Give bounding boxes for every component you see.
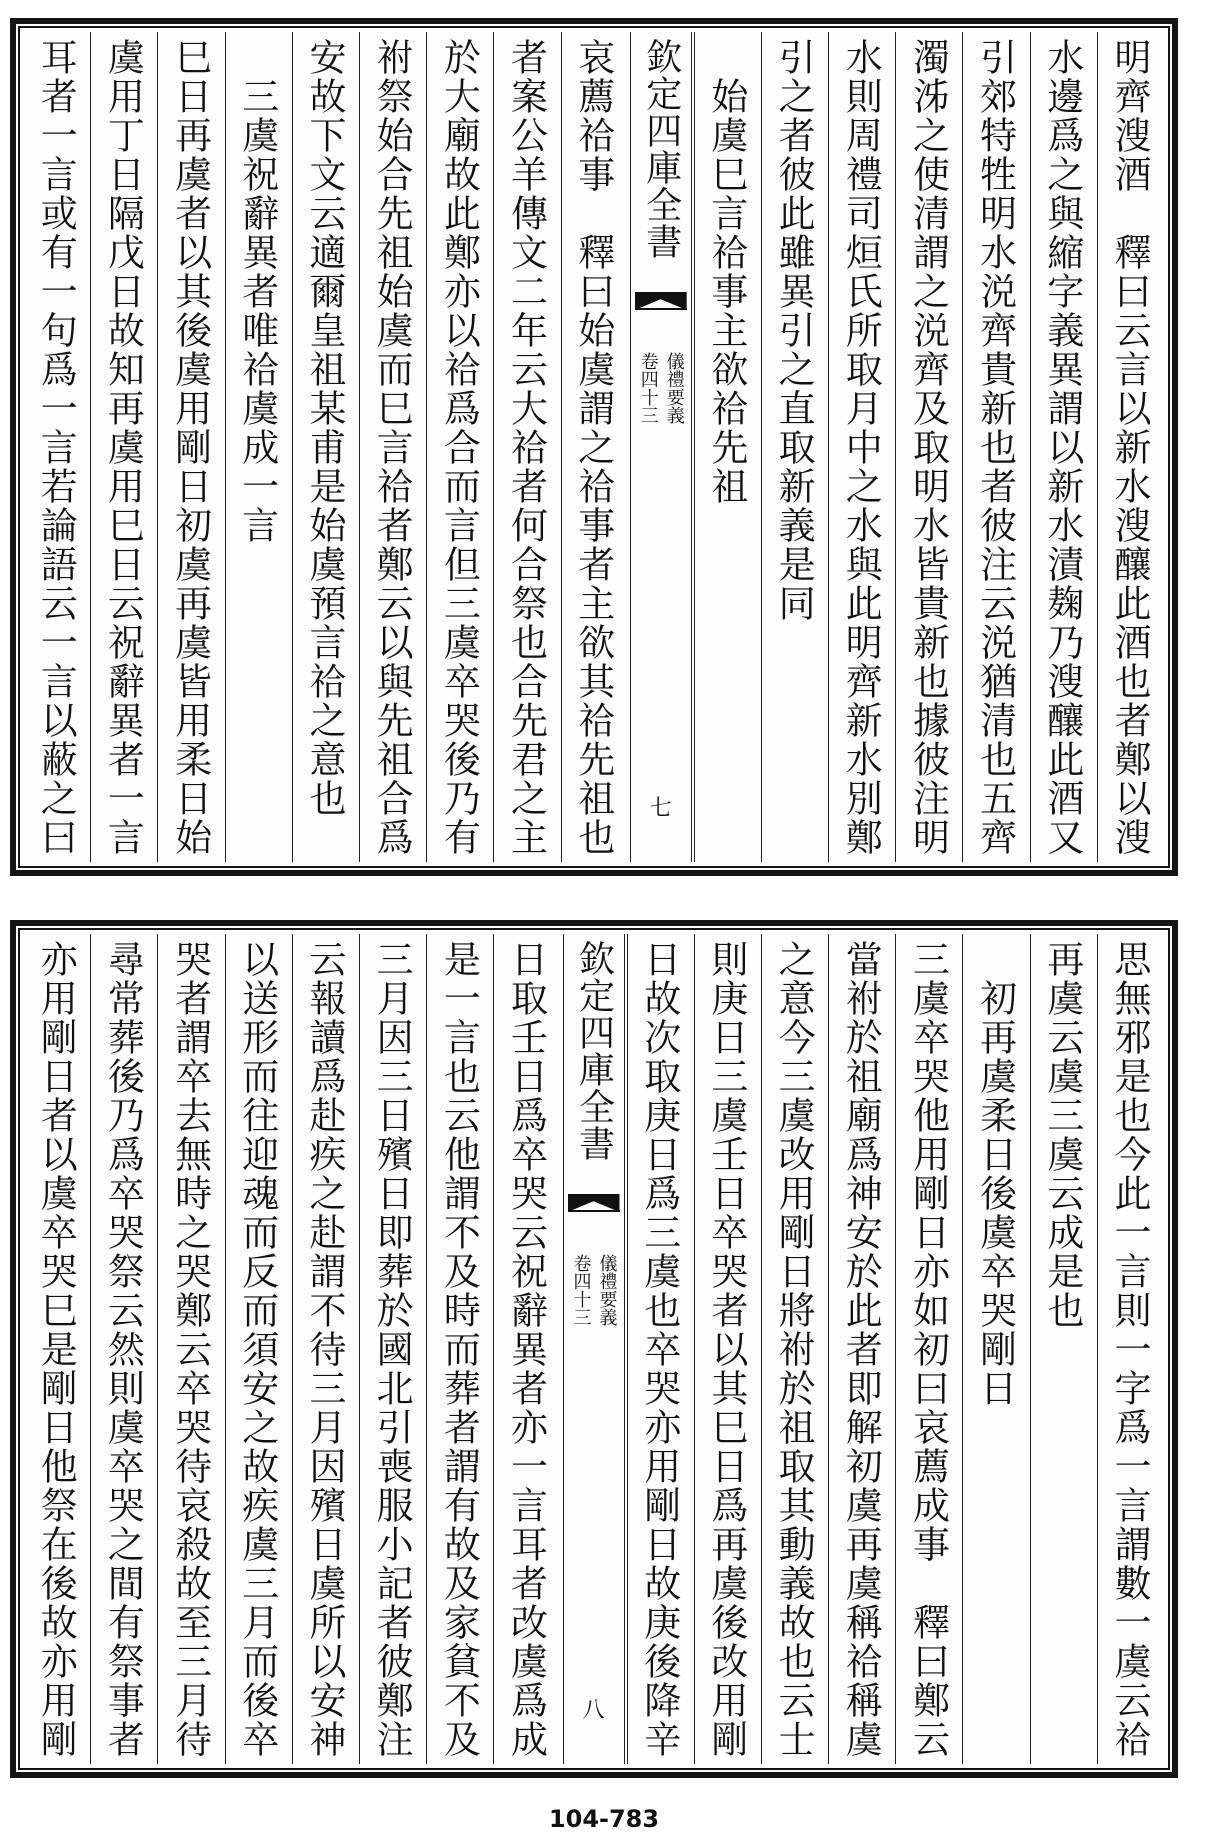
text-column: 哀薦祫事 釋曰始虞謂之祫事者主欲其祫先祖也 — [561, 32, 628, 862]
text-column: 思無邪是也今此一言則一字爲一言謂數一虞云祫 — [1097, 934, 1164, 1764]
text-column: 引郊特牲明水涚齊貴新也者彼注云涚猶清也五齊 — [962, 32, 1029, 862]
fish-tail-line — [568, 1210, 620, 1222]
text-column: 則庚日三虞壬日卒哭者以其巳日爲再虞後改用剛 — [694, 934, 761, 1764]
text-column: 濁泲之使清謂之涚齊及取明水皆貴新也據彼注明 — [895, 32, 962, 862]
page-number: 八 — [582, 1698, 605, 1723]
work-title: 儀禮要義 — [663, 352, 685, 424]
text-column: 水則周禮司烜氏所取月中之水與此明齊新水別鄭 — [828, 32, 895, 862]
bottom-page — [10, 920, 1178, 1778]
text-column: 始虞巳言祫事主欲祫先祖 — [694, 32, 761, 862]
text-column: 耳者一言或有一句爲一言若論語云一言以蔽之曰 — [34, 38, 78, 857]
center-margin — [563, 934, 625, 1764]
text-column: 於大廟故此鄭亦以祫爲合而言但三虞卒哭後乃有 — [426, 32, 493, 862]
text-column: 引之者彼此雖異引之直取新義是同 — [761, 32, 828, 862]
text-column: 之意今三虞改用剛日將祔於祖取其動義故也云士 — [761, 934, 828, 1764]
text-column: 安故下文云適爾皇祖某甫是始虞預言祫之意也 — [292, 32, 359, 862]
text-column: 再虞云虞三虞云成是也 — [1030, 934, 1097, 1764]
fish-tail-line — [635, 308, 687, 320]
text-column: 虞用丁日隔戊日故知再虞用巳日云祝辭異者一言 — [90, 32, 157, 862]
text-column: 哭者謂卒去無時之哭鄭云卒哭待哀殺故至三月待 — [157, 934, 224, 1764]
text-column: 三虞祝辭異者唯祫虞成一言 — [225, 32, 292, 862]
text-column: 水邊爲之與縮字義異謂以新水漬麹乃溲釀此酒又 — [1030, 32, 1097, 862]
text-column: 三月因三日殯日即葬於國北引喪服小記者彼鄭注 — [359, 934, 426, 1764]
text-column: 尋常葬後乃爲卒哭祭云然則虞卒哭之間有祭事者 — [90, 934, 157, 1764]
text-column: 亦用剛日者以虞卒哭巳是剛日他祭在後故亦用剛 — [34, 940, 78, 1759]
text-column: 巳日再虞者以其後虞用剛日初虞再虞皆用柔日始 — [157, 32, 224, 862]
volume-label: 卷四十三 — [637, 352, 659, 424]
catalog-number: 104-783 — [548, 1805, 660, 1833]
text-column: 日取壬日爲卒哭云祝辭異者亦一言耳者改虞爲成 — [493, 934, 560, 1764]
text-column: 云報讀爲赴疾之赴謂不待三月因殯日虞所以安神 — [292, 934, 359, 1764]
volume-label: 卷四十三 — [570, 1254, 592, 1326]
book-title: 欽定四庫全書 — [573, 940, 615, 1162]
book-title: 欽定四庫全書 — [640, 38, 682, 260]
center-subtitle — [564, 1254, 624, 1326]
text-column: 日故次取庚日爲三虞也卒哭亦用剛日故庚後降辛 — [627, 934, 694, 1764]
top-page — [10, 18, 1178, 876]
center-margin — [630, 32, 692, 862]
page-number: 七 — [649, 796, 672, 821]
text-column: 以送形而往迎魂而反而須安之故疾虞三月而後卒 — [225, 934, 292, 1764]
text-column: 當祔於祖廟爲神安於此者即解初虞再虞稱祫稱虞 — [828, 934, 895, 1764]
center-subtitle — [631, 352, 691, 424]
text-column: 是一言也云他謂不及時而葬者謂有故及家貧不及 — [426, 934, 493, 1764]
bottom-page-columns — [24, 934, 1164, 1764]
text-column: 祔祭始合先祖始虞而巳言祫者鄭云以與先祖合爲 — [359, 32, 426, 862]
text-column: 三虞卒哭他用剛日亦如初曰哀薦成事 釋曰鄭云 — [895, 934, 962, 1764]
text-column: 初再虞柔日後虞卒哭剛日 — [962, 934, 1029, 1764]
top-page-columns — [24, 32, 1164, 862]
text-column: 明齊溲酒 釋曰云言以新水溲釀此酒也者鄭以溲 — [1097, 32, 1164, 862]
text-column: 者案公羊傳文二年云大祫者何合祭也合先君之主 — [493, 32, 560, 862]
work-title: 儀禮要義 — [596, 1254, 618, 1326]
